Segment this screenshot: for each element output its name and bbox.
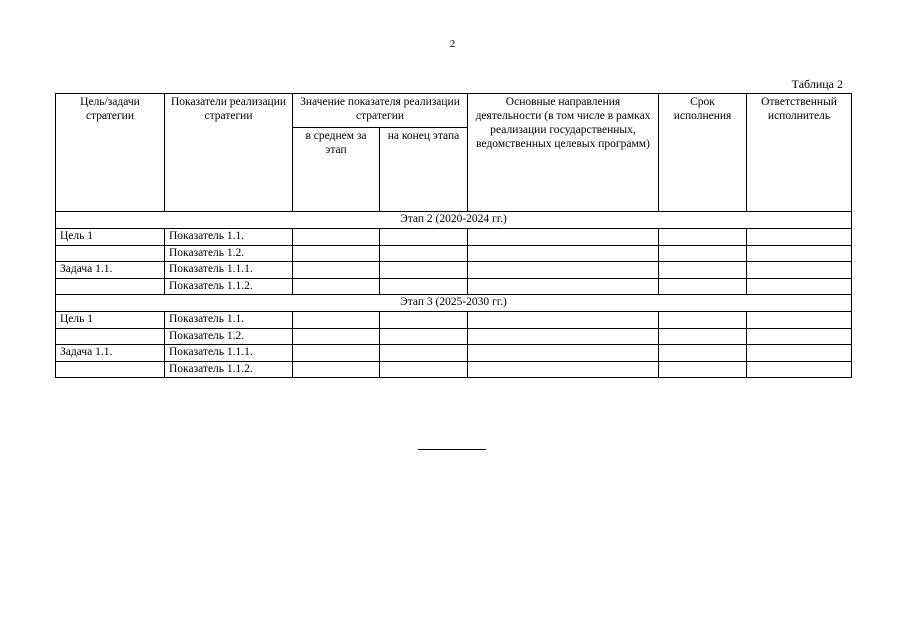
header-executor: Ответственный исполнитель xyxy=(747,94,852,212)
table-row xyxy=(56,312,852,329)
table-caption: Таблица 2 xyxy=(791,77,843,91)
indicator-cell: Показатель 1.1. xyxy=(165,229,293,246)
goal-cell: Задача 1.1. xyxy=(56,262,165,279)
stage-title: Этап 3 (2025-2030 гг.) xyxy=(56,295,852,312)
page-number: 2 xyxy=(449,38,456,50)
strategy-table xyxy=(55,93,852,378)
table-row xyxy=(56,278,852,295)
table-row xyxy=(56,229,852,246)
indicator-cell: Показатель 1.1.2. xyxy=(165,361,293,378)
indicator-cell: Показатель 1.1.2. xyxy=(165,278,293,295)
goal-cell xyxy=(56,328,165,345)
goal-cell xyxy=(56,361,165,378)
header-goal: Цель/задачи стратегии xyxy=(56,94,165,212)
footer-divider xyxy=(418,449,486,450)
table-row xyxy=(56,245,852,262)
header-value-avg: в среднем за этап xyxy=(293,128,380,212)
indicator-cell: Показатель 1.2. xyxy=(165,328,293,345)
table-row xyxy=(56,262,852,279)
header-indicators: Показатели реализации стратегии xyxy=(165,94,293,212)
indicator-cell: Показатель 1.1.1. xyxy=(165,345,293,362)
goal-cell: Задача 1.1. xyxy=(56,345,165,362)
header-deadline: Срок исполнения xyxy=(659,94,747,212)
goal-cell: Цель 1 xyxy=(56,312,165,329)
header-value-group: Значение показателя реализации стратегии xyxy=(293,94,468,128)
indicator-cell: Показатель 1.2. xyxy=(165,245,293,262)
table-row xyxy=(56,328,852,345)
stage-title: Этап 2 (2020-2024 гг.) xyxy=(56,212,852,229)
goal-cell: Цель 1 xyxy=(56,229,165,246)
indicator-cell: Показатель 1.1.1. xyxy=(165,262,293,279)
table-row xyxy=(56,361,852,378)
header-directions: Основные направления деятельности (в том числе в рамках реализации государственных, ведомственных целевых программ) xyxy=(468,94,659,212)
goal-cell xyxy=(56,278,165,295)
goal-cell xyxy=(56,245,165,262)
indicator-cell: Показатель 1.1. xyxy=(165,312,293,329)
table-row xyxy=(56,345,852,362)
header-value-end: на конец этапа xyxy=(380,128,468,212)
